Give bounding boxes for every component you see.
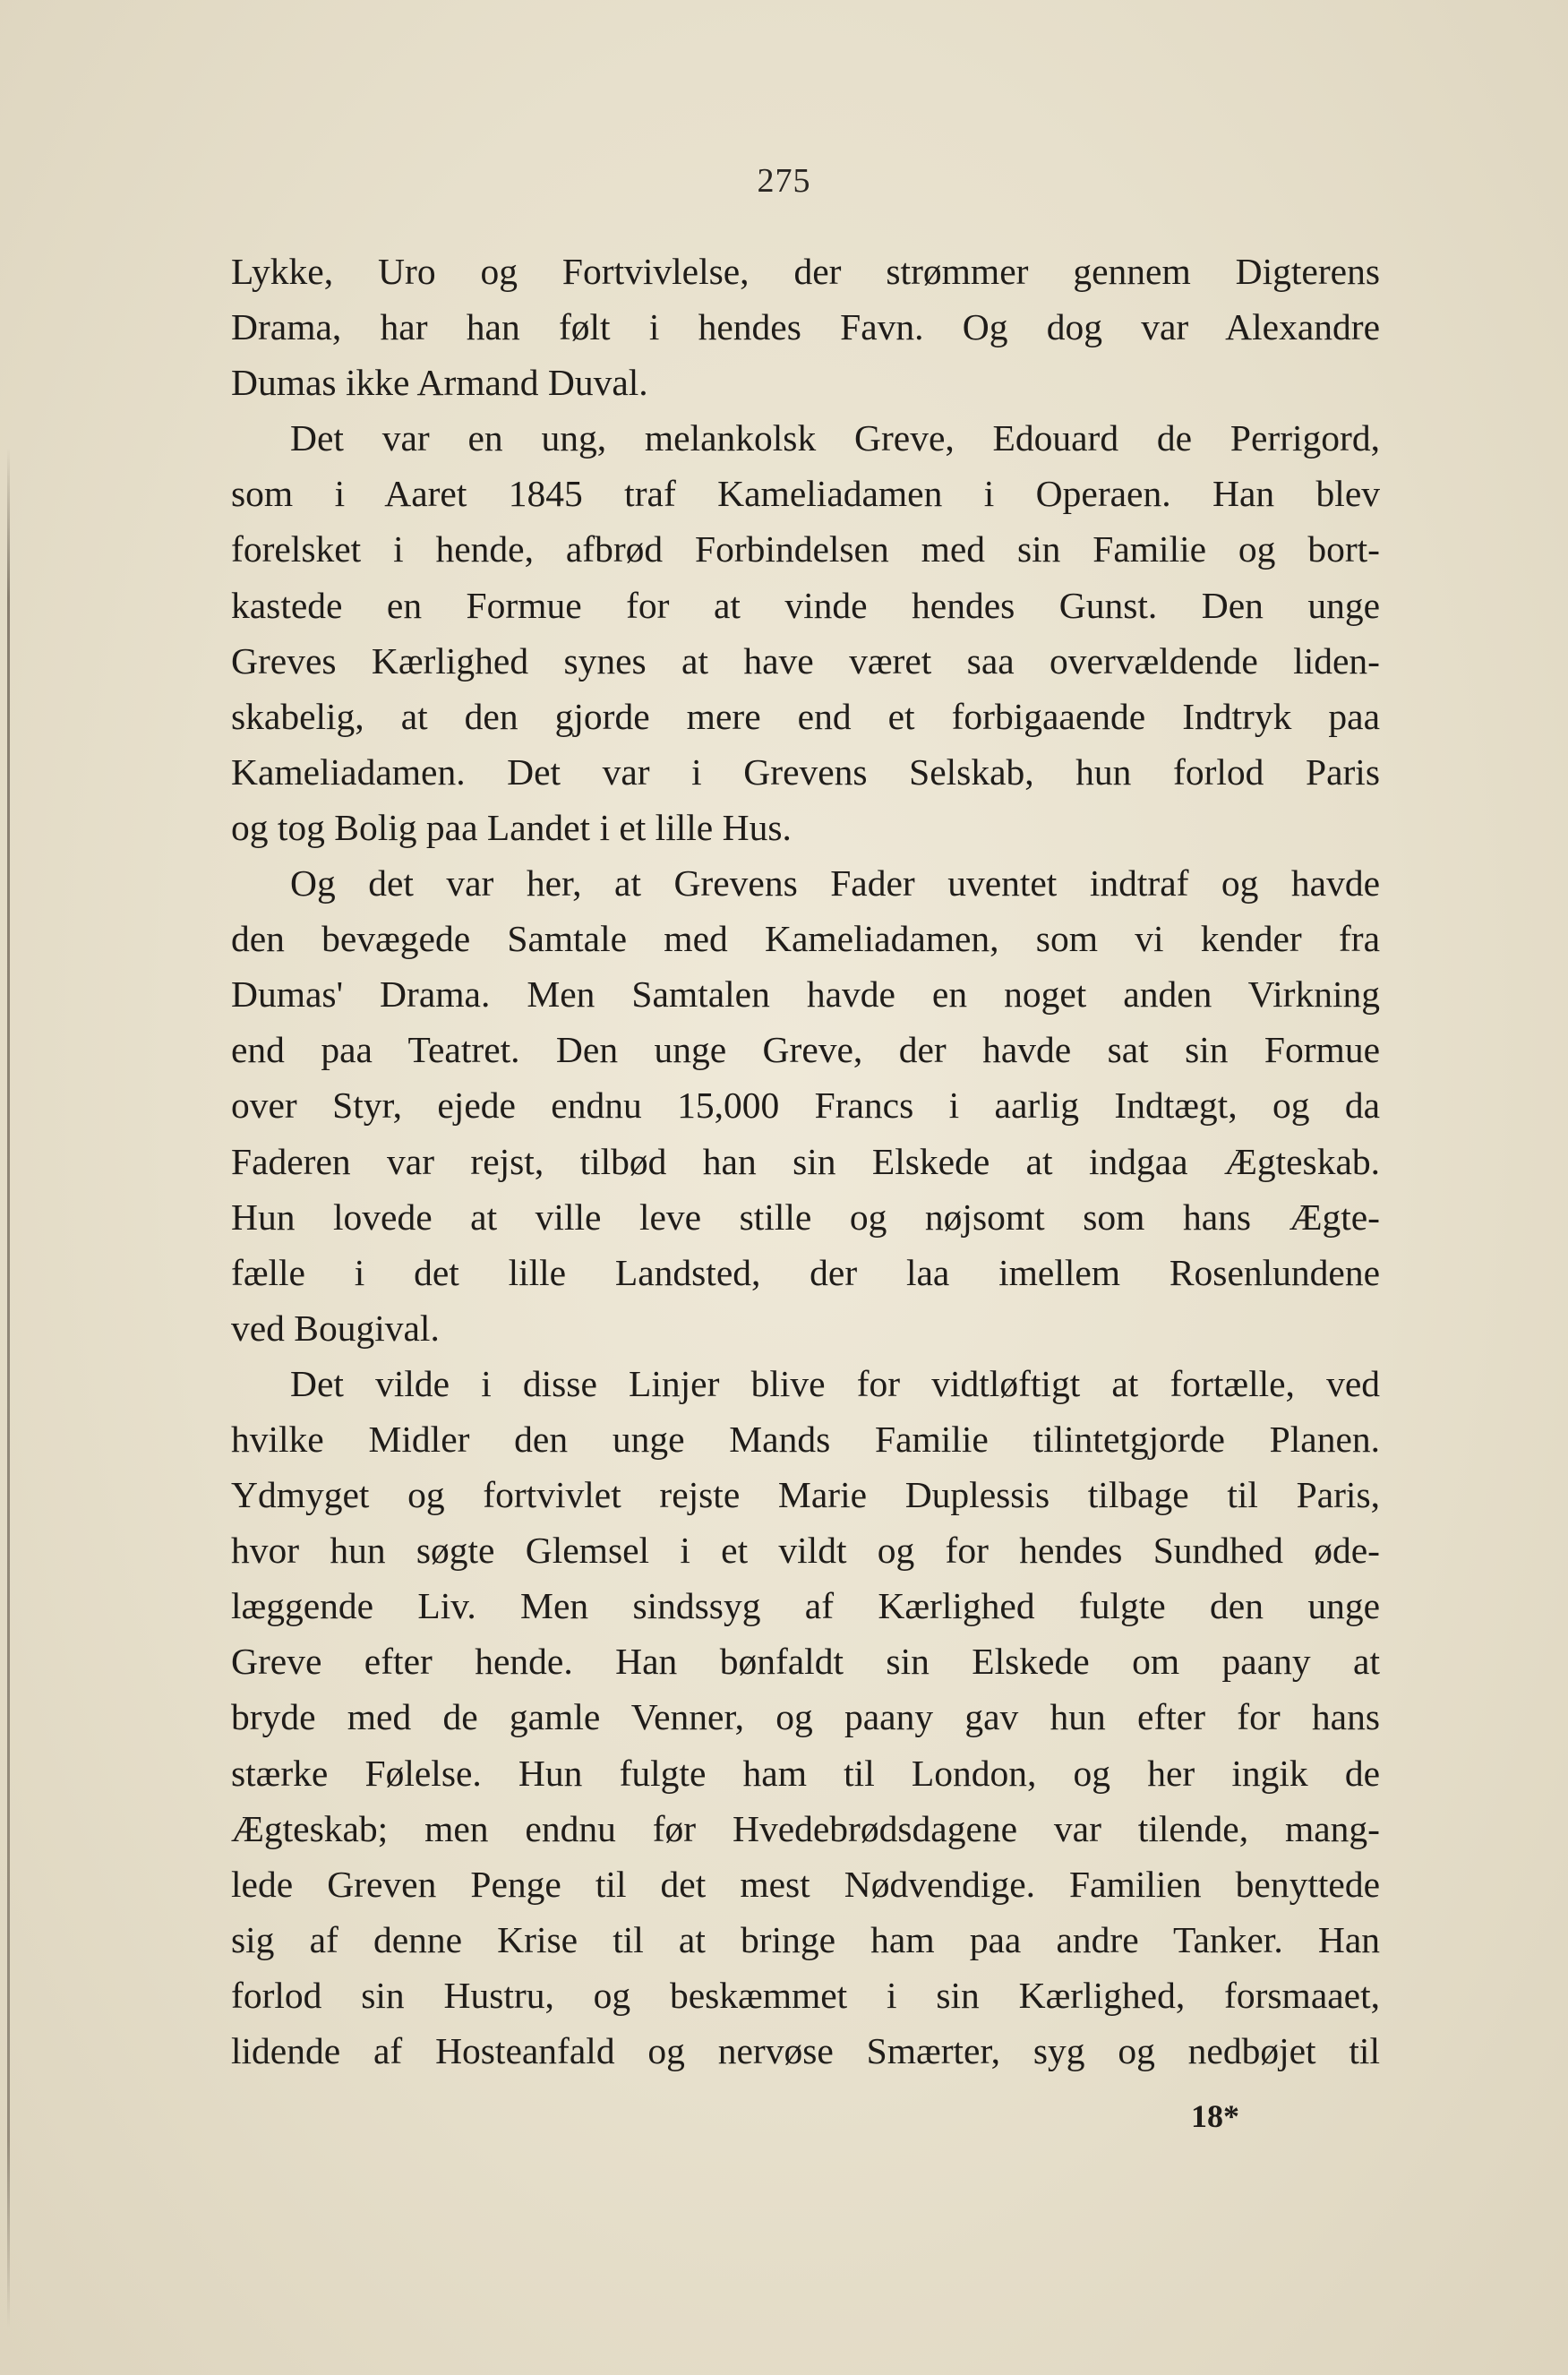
- text-line: Lykke, Uro og Fortvivlelse, der strømmer gennem Digterens: [231, 251, 1380, 292]
- page-edge-shadow: [7, 448, 10, 2328]
- text-line: skabelig, at den gjorde mere end et forbigaaende Indtryk paa: [231, 695, 1380, 737]
- text-line: Ydmyget og fortvivlet rejste Marie Duplessis tilbage til Paris,: [231, 1474, 1380, 1516]
- text-line: Dumas' Drama. Men Samtalen havde en noget anden Virkning: [231, 973, 1380, 1016]
- text-line: Kameliadamen. Det var i Grevens Selskab, hun forlod Paris: [231, 750, 1380, 793]
- text-line: Det vilde i disse Linjer blive for vidtløftigt at fortælle, ved: [290, 1362, 1380, 1404]
- text-line: fælle i det lille Landsted, der laa imellem Rosenlundene: [231, 1251, 1380, 1293]
- text-line: Og det var her, at Grevens Fader uventet indtraf og havde: [290, 862, 1380, 905]
- text-line: forelsket i hende, afbrød Forbindelsen med sin Familie og bort-: [231, 528, 1380, 570]
- text-line: Ægteskab; men endnu før Hvedebrødsdagene var tilende, mang-: [231, 1807, 1380, 1849]
- text-line: Greve efter hende. Han bønfaldt sin Elskede om paany at: [231, 1641, 1380, 1683]
- text-line: Det var en ung, melankolsk Greve, Edouard de Perrigord,: [290, 417, 1380, 459]
- text-line: kastede en Formue for at vinde hendes Gunst. Den unge: [231, 584, 1380, 626]
- text-line: den bevægede Samtale med Kameliadamen, som vi kender fra: [231, 918, 1380, 960]
- printer-signature-mark: 18*: [1191, 2098, 1239, 2134]
- text-line: Drama, har han følt i hendes Favn. Og dog var Alexandre: [231, 306, 1380, 348]
- text-line: sig af denne Krise til at bringe ham paa andre Tanker. Han: [231, 1918, 1380, 1960]
- text-line: Greves Kærlighed synes at have været saa overvældende liden-: [231, 639, 1380, 682]
- text-line: Dumas ikke Armand Duval.: [231, 362, 648, 404]
- text-line: læggende Liv. Men sindssyg af Kærlighed fulgte den unge: [231, 1585, 1380, 1627]
- text-line: forlod sin Hustru, og beskæmmet i sin Kærlighed, forsmaaet,: [231, 1974, 1380, 2016]
- text-line: stærke Følelse. Hun fulgte ham til London, og her ingik de: [231, 1752, 1380, 1794]
- text-line: over Styr, ejede endnu 15,000 Francs i aarlig Indtægt, og da: [231, 1085, 1380, 1127]
- text-line: Hun lovede at ville leve stille og nøjsomt som hans Ægte-: [231, 1196, 1380, 1238]
- text-line: som i Aaret 1845 traf Kameliadamen i Operaen. Han blev: [231, 473, 1380, 515]
- text-line: Faderen var rejst, tilbød han sin Elskede at indgaa Ægteskab.: [231, 1140, 1380, 1182]
- text-line: lidende af Hosteanfald og nervøse Smærter, syg og nedbøjet til: [231, 2030, 1380, 2071]
- page-number: 275: [757, 162, 811, 200]
- text-line: end paa Teatret. Den unge Greve, der havde sat sin Formue: [231, 1029, 1380, 1071]
- text-line: bryde med de gamle Venner, og paany gav hun efter for hans: [231, 1696, 1380, 1738]
- text-line: hvilke Midler den unge Mands Familie tilintetgjorde Planen.: [231, 1418, 1380, 1460]
- body-text: [231, 244, 1380, 2079]
- text-line: hvor hun søgte Glemsel i et vildt og for hendes Sundhed øde-: [231, 1530, 1380, 1572]
- text-line: ved Bougival.: [231, 1307, 440, 1349]
- text-line: og tog Bolig paa Landet i et lille Hus.: [231, 806, 792, 848]
- text-line: lede Greven Penge til det mest Nødvendige. Familien benyttede: [231, 1863, 1380, 1905]
